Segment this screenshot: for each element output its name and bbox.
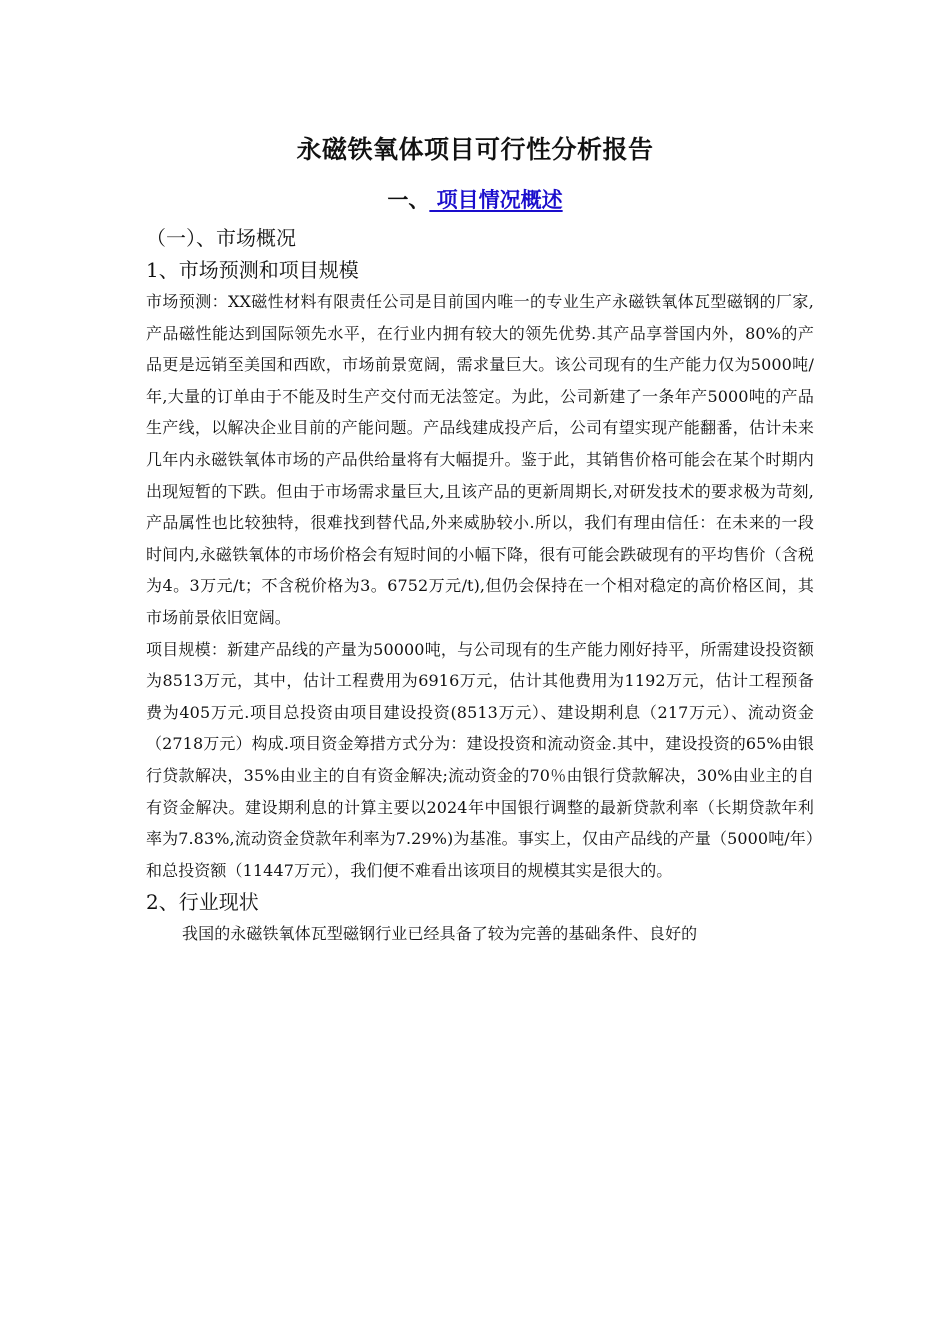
subsection-heading-forecast-scale: 1、市场预测和项目规模 [146, 258, 359, 282]
section-heading [0, 184, 950, 216]
subsection-heading-industry-status: 2、行业现状 [146, 890, 259, 915]
document-body [146, 220, 814, 950]
paragraph-industry-status: 我国的永磁铁氧体瓦型磁钢行业已经具备了较为完善的基础条件、良好的 [182, 924, 698, 944]
paragraph-market-forecast: 市场预测：XX磁性材料有限责任公司是目前国内唯一的专业生产永磁铁氧体瓦型磁钢的厂家,产品磁性能达到国际领先水平，在行业内拥有较大的领先优势.其产品享誉国内外，80%的产品更是远销至美国和西欧，市场前景宽阔，需求量巨大。该公司现有的生产能力仅为5000吨/年,大量的订单由于不能及时生产交付而无法签定。为此，公司新建了一条年产5000吨的产品生产线，以解决企业目前的产能问题。产品线建成投产后，公司有望实现产能翻番，估计未来几年内永磁铁氧体市场的产品供给量将有大幅提升。鉴于此，其销售价格可能会在某个时期内出现短暂的下跌。但由于市场需求量巨大,且该产品的更新周期长,对研发技术的要求极为苛刻,产品属性也比较独特，很难找到替代品,外来威胁较小.所以，我们有理由信任：在未来的一段时间内,永磁铁氧体的市场价格会有短时间的小幅下降，很有可能会跌破现有的平均售价（含税为4。3万元/t；不含税价格为3。6752万元/t),但仍会保持在一个相对稳定的高价格区间，其市场前景依旧宽阔。 [146, 292, 814, 627]
section-title-link[interactable]: 项目情况概述 [429, 187, 563, 212]
section-number: 一、 [387, 187, 430, 212]
subsection-heading-market-overview: （一）、市场概况 [146, 226, 296, 250]
document-title: 永磁铁氧体项目可行性分析报告 [296, 135, 654, 164]
paragraph-project-scale: 项目规模：新建产品线的产量为50000吨，与公司现有的生产能力刚好持平，所需建设投资额为8513万元，其中，估计工程费用为6916万元，估计其他费用为1192万元，估计工程预备费为405万元.项目总投资由项目建设投资(8513万元）、建设期利息（217万元）、流动资金（2718万元）构成.项目资金筹措方式分为：建设投资和流动资金.其中，建设投资的65%由银行贷款解决，35%由业主的自有资金解决;流动资金的70％由银行贷款解决，30%由业主的自有资金解决。建设期利息的计算主要以2024年中国银行调整的最新贷款利率（长期贷款年利率为7.83%,流动资金贷款年利率为7.29%)为基准。事实上，仅由产品线的产量（5000吨/年）和总投资额（11447万元），我们便不难看出该项目的规模其实是很大的。 [146, 639, 814, 880]
